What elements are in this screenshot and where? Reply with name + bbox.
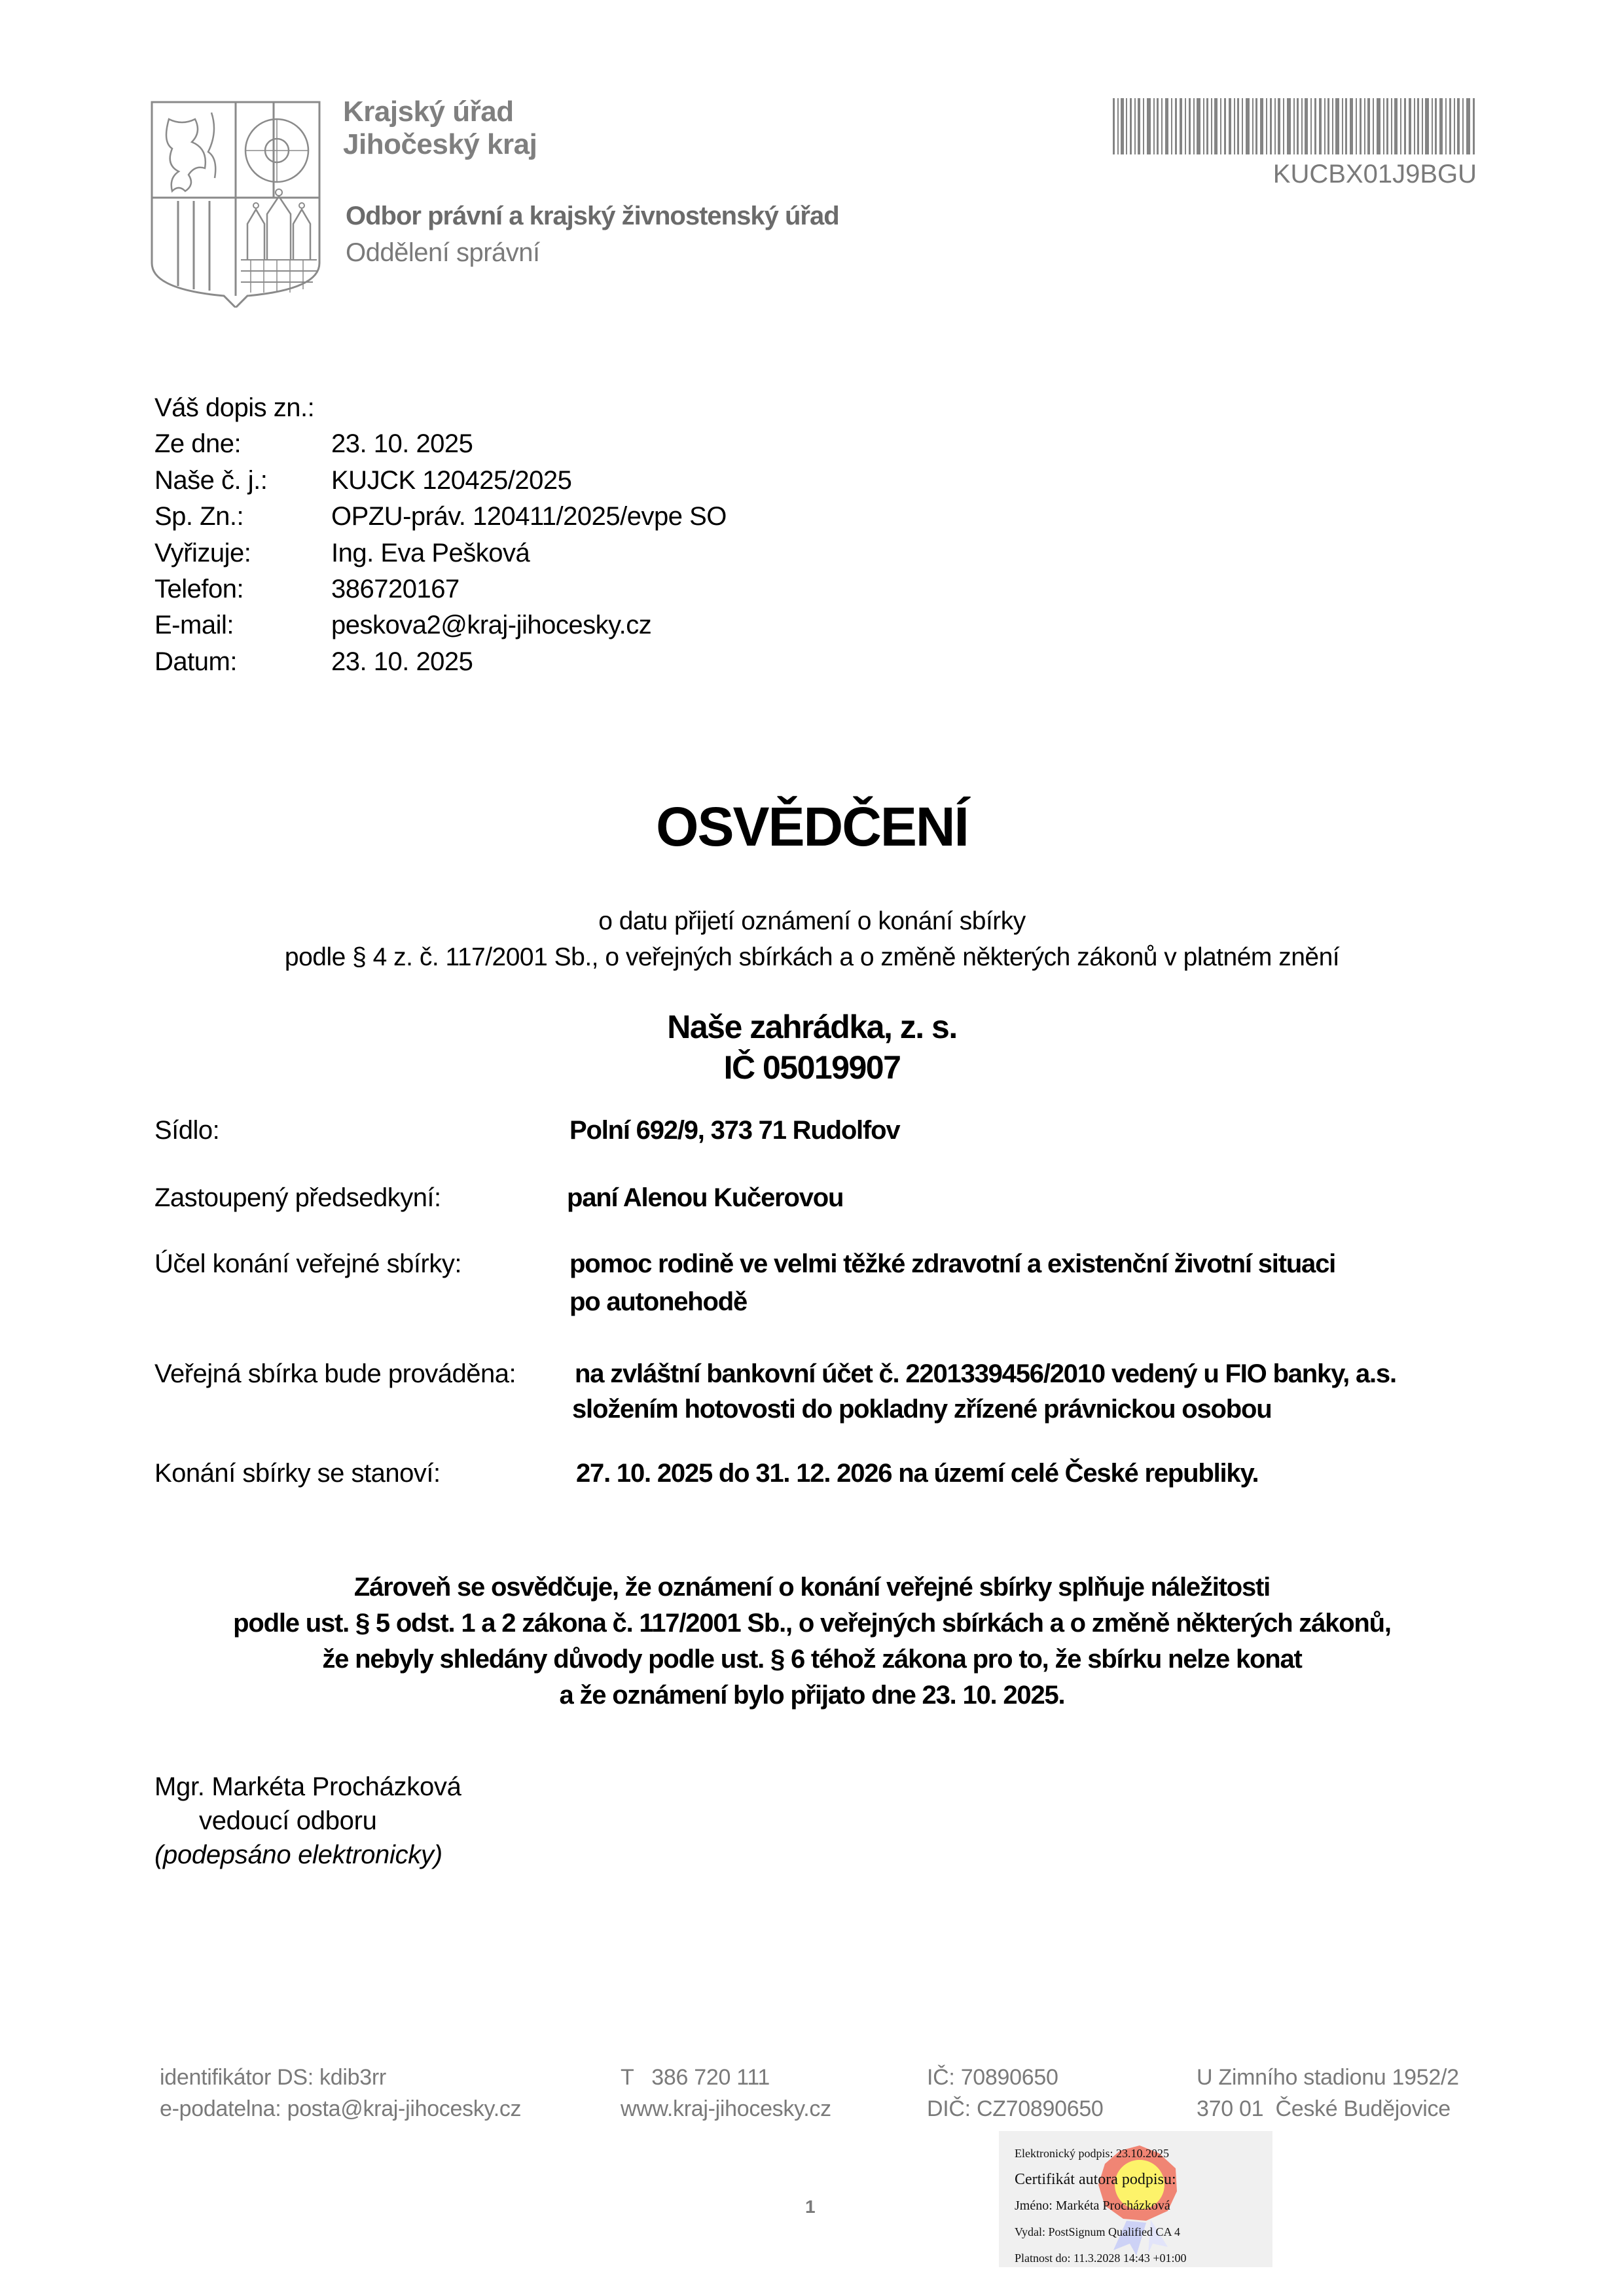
meta-value: peskova2@kraj-jihocesky.cz — [331, 611, 652, 640]
meta-row-date-of — [154, 426, 727, 462]
document-title: OSVĚDČENÍ — [656, 796, 968, 857]
footer-website: www.kraj-jihocesky.cz — [621, 2096, 831, 2121]
meta-label: Vyřizuje: — [154, 538, 251, 567]
meta-value: 23. 10. 2025 — [331, 647, 473, 676]
subtitle-line-1: o datu přijetí oznámení o konání sbírky — [598, 907, 1026, 935]
confirmation-line: podle ust. § 5 odst. 1 a 2 zákona č. 117/2001 Sb., o veřejných sbírkách a o změně některých zákonů, — [233, 1609, 1391, 1638]
organization-name — [343, 96, 537, 161]
meta-value: 23. 10. 2025 — [331, 429, 473, 459]
footer-street: U Zimního stadionu 1952/2 — [1197, 2065, 1459, 2090]
footer-phone: T 386 720 111 — [621, 2065, 770, 2090]
footer-contact-phone-web — [621, 2062, 831, 2125]
subdepartment-name: Oddělení správní — [346, 238, 540, 267]
meta-label: Naše č. j.: — [154, 465, 268, 495]
footer-ic: IČ: 70890650 — [927, 2065, 1058, 2090]
confirmation-line: a že oznámení bylo přijato dne 23. 10. 2025. — [559, 1681, 1065, 1710]
stamp-text — [1015, 2140, 1187, 2267]
representative-label: Zastoupený předsedkyní: — [154, 1183, 441, 1212]
representative-value: paní Alenou Kučerovou — [567, 1183, 844, 1212]
meta-row-handled-by — [154, 535, 727, 571]
document-subtitle — [0, 903, 1624, 975]
confirmation-line: že nebyly shledány důvody podle ust. § 6 téhož zákona pro to, že sbírku nelze konat — [322, 1645, 1302, 1674]
entity-ic: IČ 05019907 — [723, 1049, 901, 1086]
confirmation-statement — [0, 1570, 1624, 1713]
footer-contact-ds — [160, 2062, 521, 2125]
entity-block — [0, 1007, 1624, 1088]
method-value-line-1: na zvláštní bankovní účet č. 2201339456/2010 vedený u FIO banky, a.s. — [575, 1359, 1396, 1388]
footer-dic: DIČ: CZ70890650 — [927, 2096, 1104, 2121]
method-value-line-2: složením hotovosti do pokladny zřízené právnickou osobou — [572, 1395, 1272, 1424]
stamp-issuer: Vydal: PostSignum Qualified CA 4 — [1015, 2225, 1181, 2238]
meta-value: OPZU-práv. 120411/2025/evpe SO — [331, 502, 727, 531]
footer-data-box-id: identifikátor DS: kdib3rr — [160, 2065, 386, 2090]
meta-row-your-letter — [154, 390, 727, 426]
barcode-id: KUCBX01J9BGU — [1272, 160, 1477, 188]
footer-tax-ids — [927, 2062, 1104, 2125]
meta-label: Sp. Zn.: — [154, 502, 244, 531]
reference-info — [154, 390, 727, 680]
meta-row-email — [154, 607, 727, 643]
meta-label: Váš dopis zn.: — [154, 393, 315, 422]
meta-row-phone — [154, 571, 727, 607]
department-name: Odbor právní a krajský živnostenský úřad — [346, 202, 839, 230]
meta-value: Ing. Eva Pešková — [331, 538, 530, 567]
subtitle-line-2: podle § 4 z. č. 117/2001 Sb., o veřejných sbírkách a o změně některých zákonů v platném znění — [284, 943, 1340, 971]
meta-label: Ze dne: — [154, 429, 242, 459]
signature-note: (podepsáno elektronicky) — [154, 1840, 442, 1869]
footer-epodatelna: e-podatelna: posta@kraj-jihocesky.cz — [160, 2096, 522, 2121]
meta-row-reference-number — [154, 463, 727, 499]
purpose-label: Účel konání veřejné sbírky: — [154, 1249, 461, 1278]
meta-row-file-mark — [154, 499, 727, 535]
confirmation-line: Zároveň se osvědčuje, že oznámení o konání veřejné sbírky splňuje náležitosti — [353, 1573, 1271, 1602]
organization-line-2: Jihočeský kraj — [343, 128, 537, 160]
signature-block — [154, 1770, 461, 1872]
method-label: Veřejná sbírka bude prováděna: — [154, 1359, 516, 1388]
period-label: Konání sbírky se stanoví: — [154, 1459, 441, 1488]
seat-label: Sídlo: — [154, 1116, 220, 1145]
stamp-certificate-heading: Certifikát autora podpisu: — [1015, 2171, 1176, 2188]
purpose-value-line-2: po autonehodě — [569, 1287, 748, 1316]
stamp-validity: Platnost do: 11.3.2028 14:43 +01:00 — [1015, 2251, 1187, 2265]
stamp-signature-date: Elektronický podpis: 23.10.2025 — [1015, 2147, 1169, 2160]
stamp-signer-name: Jméno: Markéta Procházková — [1015, 2198, 1170, 2213]
seat-value: Polní 692/9, 373 71 Rudolfov — [569, 1116, 900, 1145]
footer-city: 370 01 České Budějovice — [1197, 2096, 1451, 2121]
meta-value: 386720167 — [331, 574, 460, 603]
purpose-value-line-1: pomoc rodině ve velmi těžké zdravotní a existenční životní situaci — [569, 1249, 1336, 1278]
period-value: 27. 10. 2025 do 31. 12. 2026 na území celé České republiky. — [576, 1459, 1259, 1488]
meta-label: E-mail: — [154, 611, 234, 640]
meta-value: KUJCK 120425/2025 — [331, 465, 572, 495]
electronic-signature-stamp — [999, 2131, 1272, 2267]
page-number: 1 — [805, 2197, 816, 2217]
coat-of-arms-icon — [149, 99, 322, 308]
meta-label: Telefon: — [154, 574, 244, 603]
signatory-role: vedoucí odboru — [199, 1806, 377, 1835]
entity-name: Naše zahrádka, z. s. — [667, 1009, 957, 1045]
footer-address — [1197, 2062, 1459, 2125]
signatory-name: Mgr. Markéta Procházková — [154, 1772, 461, 1801]
meta-label: Datum: — [154, 647, 237, 676]
organization-line-1: Krajský úřad — [343, 96, 514, 128]
barcode-icon — [1113, 98, 1477, 154]
meta-row-date — [154, 644, 727, 680]
